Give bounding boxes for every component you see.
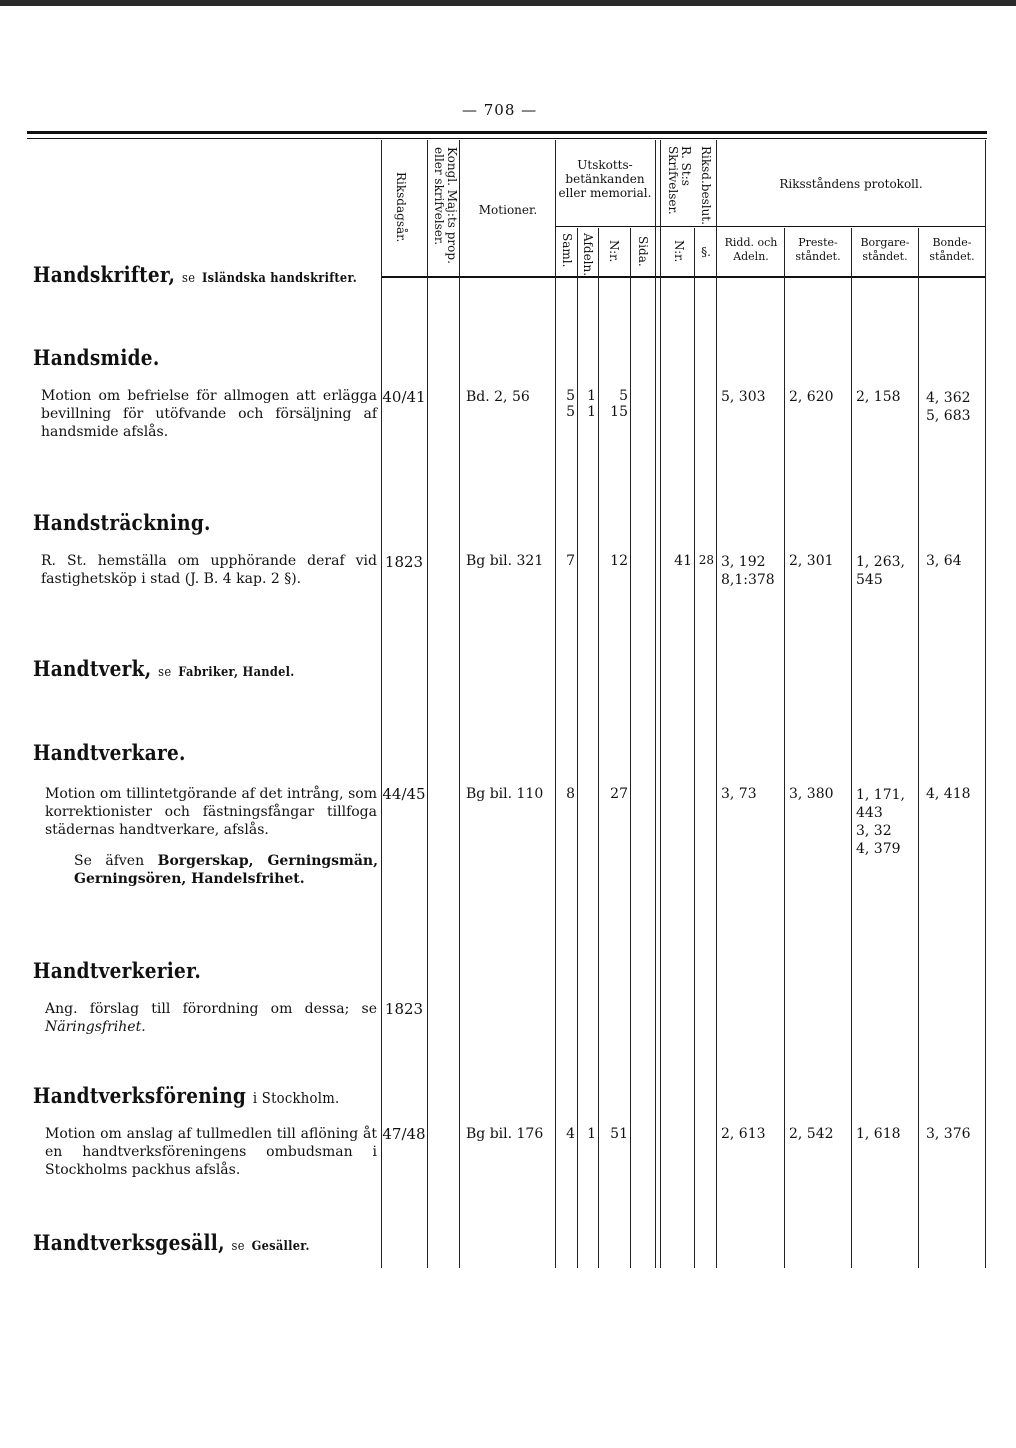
column-rule: [918, 228, 919, 1268]
column-rule: [851, 228, 852, 1268]
col-riksd-beslut: Riksd.beslut.: [699, 146, 713, 225]
col-paragraph: §.: [701, 245, 711, 259]
motion-handtverksforening: Bg bil. 176: [466, 1126, 544, 1142]
column-rule: [630, 228, 631, 1268]
col-kongl-prop: Kongl. Maj:ts prop. eller skrifvelser.: [432, 147, 459, 264]
col-borgare: Borgare-ståndet.: [860, 236, 910, 263]
heading-handstrackning: Handsträckning.: [33, 510, 211, 535]
ridd-handsmide: 5, 303: [721, 389, 766, 405]
year-handtverkare: 44/45: [382, 785, 426, 803]
desc-handtverkerier: Ang. förslag till förordning om dessa; se Näringsfrihet.: [45, 1001, 377, 1035]
heading-handtverksforening: Handtverksförening i Stockholm.: [33, 1083, 340, 1108]
col-protokoll: Riksståndens protokoll.: [779, 177, 923, 191]
nr-handtverksforening: 51: [610, 1126, 628, 1142]
column-rule: [985, 140, 986, 1268]
col-afdeln: Afdeln.: [581, 233, 595, 277]
bonde-handstrackning: 3, 64: [926, 553, 962, 569]
column-rule: [381, 140, 382, 1268]
saml-handstrackning: 7: [566, 553, 575, 569]
saml-handtverkare: 8: [566, 786, 575, 802]
heading-handtverk: Handtverk, se Fabriker, Handel.: [33, 656, 295, 681]
heading-handtverkerier: Handtverkerier.: [33, 958, 202, 983]
borgare-handstrackning: 1, 263, 545: [856, 554, 905, 588]
year-handtverksforening: 47/48: [382, 1125, 426, 1143]
heading-handtverkare: Handtverkare.: [33, 740, 186, 765]
see-also-handtverkare: Se äfven Borgerskap, Gerningsmän, Gerningsören, Handelsfrihet.: [74, 853, 378, 887]
col-rsts: R. St:s Skrifvelser.: [666, 146, 693, 215]
afd-handtverksforening: 1: [587, 1126, 596, 1142]
year-handtverkerier: 1823: [384, 1000, 424, 1018]
subheader-rule: [556, 226, 985, 227]
nr-handstrackning: 12: [610, 553, 628, 569]
afd-handsmide: 1 1: [587, 388, 596, 420]
header-bottom-rule: [381, 276, 985, 278]
preste-handstrackning: 2, 301: [789, 553, 834, 569]
column-rule: [784, 228, 785, 1268]
motion-handstrackning: Bg bil. 321: [466, 553, 544, 569]
col-ridd: Ridd. och Adeln.: [724, 236, 778, 263]
borgare-handsmide: 2, 158: [856, 389, 901, 405]
bonde-handsmide: 4, 362 5, 683: [926, 390, 971, 424]
column-rule: [655, 140, 656, 1268]
top-rule: [27, 131, 987, 134]
rsts-nr-handstrackning: 41: [674, 553, 692, 569]
saml-handsmide: 5 5: [566, 388, 575, 420]
scan-edge: [0, 0, 1016, 6]
column-rule: [694, 228, 695, 1268]
col-preste: Preste-ståndet.: [795, 236, 841, 263]
column-rule: [577, 228, 578, 1268]
preste-handtverksforening: 2, 542: [789, 1126, 834, 1142]
column-rule: [716, 140, 717, 1268]
col-rsts-nr: N:r.: [672, 240, 686, 263]
ridd-handtverksforening: 2, 613: [721, 1126, 766, 1142]
para-handstrackning: 28: [698, 553, 714, 567]
motion-handsmide: Bd. 2, 56: [466, 389, 530, 405]
borgare-handtverksforening: 1, 618: [856, 1126, 901, 1142]
column-rule: [555, 140, 556, 1268]
col-saml: Saml.: [560, 233, 574, 268]
year-handstrackning: 1823: [384, 553, 424, 571]
ridd-handtverkare: 3, 73: [721, 786, 757, 802]
saml-handtverksforening: 4: [566, 1126, 575, 1142]
page-number: — 708 —: [462, 101, 538, 119]
nr-handsmide: 5 15: [610, 388, 628, 420]
motion-handtverkare: Bg bil. 110: [466, 786, 544, 802]
year-handsmide: 40/41: [382, 388, 426, 406]
preste-handtverkare: 3, 380: [789, 786, 834, 802]
col-utskotts: Utskotts-betänkanden eller memorial.: [558, 158, 652, 200]
bonde-handtverkare: 4, 418: [926, 786, 971, 802]
col-riksdagsar: Riksdagsår.: [394, 172, 408, 243]
heading-handtverksgesall: Handtverksgesäll, se Gesäller.: [33, 1230, 310, 1255]
desc-handsmide: Motion om befrielse för allmogen att erlägga bevillning för utöfvande och försäljning af handsmide afslås.: [41, 388, 377, 440]
desc-handtverksforening: Motion om anslag af tullmedlen till aflöning åt en handtverksföreningens ombudsman i Stockholms packhus afslås.: [45, 1126, 377, 1178]
nr-handtverkare: 27: [610, 786, 628, 802]
col-sida: Sida.: [636, 236, 650, 267]
heading-handsmide: Handsmide.: [33, 345, 160, 370]
borgare-handtverkare: 1, 171, 443 3, 32 4, 379: [856, 787, 905, 857]
preste-handsmide: 2, 620: [789, 389, 834, 405]
heading-handskrifter: Handskrifter, se Isländska handskrifter.: [33, 262, 357, 287]
column-rule: [660, 140, 661, 1268]
column-rule: [459, 140, 460, 1268]
desc-handstrackning: R. St. hemställa om upphörande deraf vid fastighetsköp i stad (J. B. 4 kap. 2 §).: [41, 553, 377, 587]
column-rule: [427, 140, 428, 1268]
col-motioner: Motioner.: [478, 203, 538, 217]
column-rule: [598, 228, 599, 1268]
desc-handtverkare: Motion om tillintetgörande af det intrång, som korrektionister och fästningsfångar tillfoga städernas handtverkare, afslås.: [45, 786, 377, 838]
ridd-handstrackning: 3, 192 8,1:378: [721, 554, 775, 588]
col-bonde: Bonde-ståndet.: [929, 236, 975, 263]
col-nr: N:r.: [607, 240, 621, 263]
top-rule-thin: [27, 138, 987, 139]
bonde-handtverksforening: 3, 376: [926, 1126, 971, 1142]
